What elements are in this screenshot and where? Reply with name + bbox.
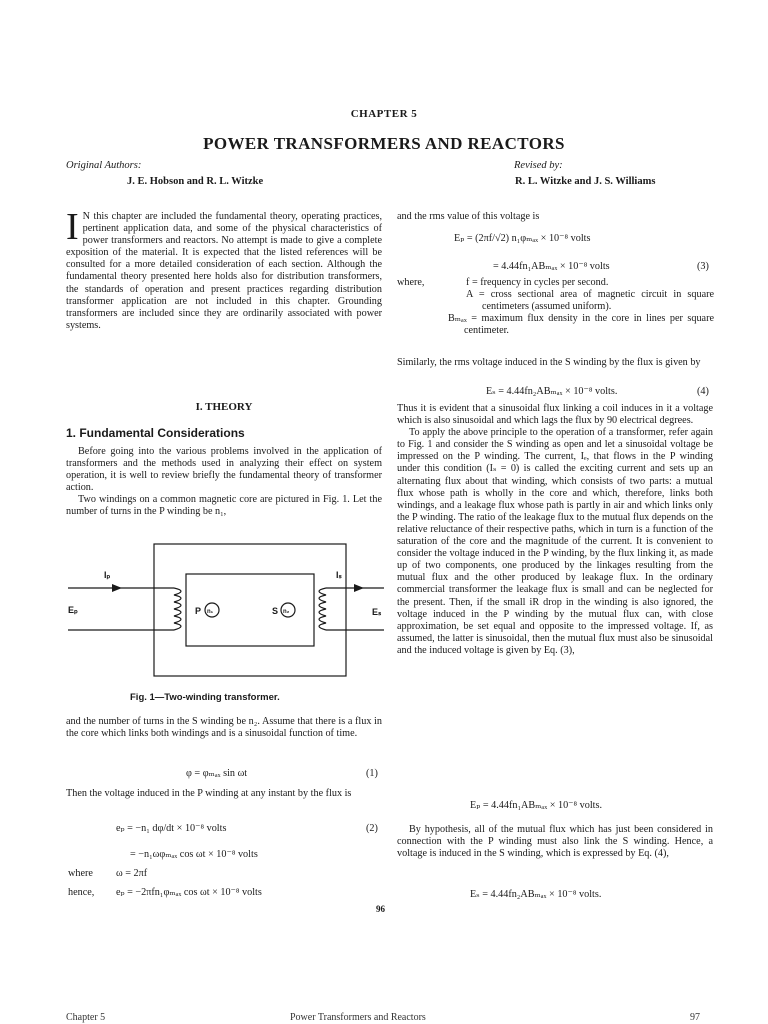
right-similarly	[397, 357, 713, 369]
label-ep: Eₚ	[68, 605, 78, 615]
where-label: where	[68, 868, 93, 879]
def-a: A = cross sectional area of magnetic circuit in square centimeters (assumed uniform).	[466, 289, 714, 313]
transformer-figure	[62, 538, 392, 680]
revised-authors: R. L. Witzke and J. S. Williams	[515, 176, 656, 187]
def-f: f = frequency in cycles per second.	[466, 277, 609, 288]
equation-6: Eₛ = 4.44fn₂ABₘₐₓ × 10⁻⁸ volts.	[470, 889, 602, 900]
equation-3a: Eₚ = (2πf/√2) n₁φₘₐₓ × 10⁻⁸ volts	[454, 233, 591, 244]
paragraph: Similarly, the rms voltage induced in the S winding by the flux is given by	[397, 357, 701, 368]
left-then-paragraph	[66, 788, 382, 800]
defs-where-label: where,	[397, 277, 425, 288]
paragraph: and the rms value of this voltage is	[397, 211, 540, 222]
paragraph: Thus it is evident that a sinusoidal flux linking a coil induces in it a voltage which is also sinusoidal and which lags the flux by 90 electrical degrees.	[397, 403, 713, 427]
paragraph: To apply the above principle to the operation of a transformer, refer again to Fig. 1 and consider the S winding as open and let a sinusoidal voltage be impressed on the P winding. The current, Iₑ, that flows in the P winding under this condition (Iₛ = 0) is called the exciting current and sets up an alternating flux about that winding, which consists of two parts: a mutual flux whose path is wholly in the core and which, therefore, links both windings, and a leakage flux whose path is partly in air and which links only the P winding. The ratio of the leakage flux to the mutual flux depends on the relative reluctance of their respective paths, which in turn is a function of the saturation of the core and the magnitude of the current. It is convenient to consider the voltage induced in the P winding, by the flux linking it, as made up of two components, one produced by the linkages resulting from the mutual flux and the other produced by leakage flux. In the ordinary commercial transformer the leakage flux is small and can be neglected for the present. Then, if the small iR drop in the winding is also ignored, the voltage induced in the P winding by the mutual flux can, with close approximation, be set equal and opposite to the impressed voltage. If, as assumed, the latter is sinusoidal, then the mutual flux must also be sinusoidal and the induced voltage is given by Eq. (3),	[397, 427, 713, 656]
equation-2b: = −n₁ωφₘₐₓ cos ωt × 10⁻⁸ volts	[130, 849, 258, 860]
intro-text: N this chapter are included the fundamental theory, operating practices, pertinent application data, and some of the physical characteristics of power transformers and reactors. No attempt is made to give a complete exposition of the material. It is expected that the listed references will be consulted for a more detailed consideration of each section. Although the fundamental theory presented here holds also for distribution transformers, the standards of operation and present practices regarding distribution transformer application are not included in this chapter. Grounding transformers are included since they are ordinarily associated with power systems.	[66, 211, 382, 331]
equation-2-number: (2)	[366, 823, 378, 834]
left-body-after-fig	[66, 716, 382, 740]
equation-5: Eₚ = 4.44fn₁ABₘₐₓ × 10⁻⁸ volts.	[470, 800, 603, 811]
revised-label: Revised by:	[514, 160, 563, 171]
label-p: P	[195, 606, 202, 616]
core-outer	[154, 544, 346, 676]
page-title: POWER TRANSFORMERS AND REACTORS	[203, 134, 565, 153]
page-number: 96	[376, 904, 385, 914]
paragraph: By hypothesis, all of the mutual flux which has just been considered in connection with the P winding must also link the S winding. Hence, a voltage is induced in the S winding, which is expressed by Eq. (4),	[397, 824, 713, 860]
section-heading: I. THEORY	[195, 401, 253, 413]
hence-label: hence,	[68, 887, 95, 898]
chapter-label: CHAPTER 5	[350, 108, 418, 120]
figure-caption: Fig. 1—Two-winding transformer.	[130, 692, 280, 703]
paragraph: Then the voltage induced in the P winding at any instant by the flux is	[66, 788, 352, 799]
paragraph: Before going into the various problems involved in the application of transformers and the methods used in analyzing their effect on system operation, it is well to review briefly the fundamental theory of transformer action.	[66, 446, 382, 494]
original-authors-label: Original Authors:	[66, 160, 142, 171]
equation-hence: eₚ = −2πfn₁φₘₐₓ cos ωt × 10⁻⁸ volts	[116, 887, 262, 898]
footer-title: Power Transformers and Reactors	[290, 1012, 426, 1023]
equation-4-number: (4)	[697, 386, 709, 397]
subsection-heading: 1. Fundamental Considerations	[66, 426, 245, 440]
footer-page-number: 97	[690, 1012, 700, 1023]
label-es: Eₛ	[372, 607, 382, 617]
definition-list	[448, 277, 714, 337]
equation-3b: = 4.44fn₁ABₘₐₓ × 10⁻⁸ volts	[493, 261, 610, 272]
right-body	[397, 403, 713, 657]
label-n2: n₂	[283, 609, 290, 615]
equation-1-number: (1)	[366, 768, 378, 779]
equation-omega: ω = 2πf	[116, 868, 148, 879]
label-s: S	[272, 606, 279, 616]
equation-4: Eₛ = 4.44fn₂ABₘₐₓ × 10⁻⁸ volts.	[486, 386, 618, 397]
label-ip: Iₚ	[104, 570, 111, 580]
original-authors: J. E. Hobson and R. L. Witzke	[127, 176, 264, 187]
footer-chapter: Chapter 5	[66, 1012, 106, 1023]
paragraph: and the number of turns in the S winding be n₂. Assume that there is a flux in the core which links both windings and is a sinusoidal function of time.	[66, 716, 382, 740]
right-hypothesis	[397, 824, 713, 860]
equation-3-number: (3)	[697, 261, 709, 272]
paragraph: Two windings on a common magnetic core are pictured in Fig. 1. Let the number of turns in the P winding be n₁,	[66, 494, 382, 518]
label-is: Iₛ	[336, 570, 342, 580]
right-intro	[397, 211, 713, 223]
equation-2a: eₚ = −n₁ dφ/dt × 10⁻⁸ volts	[116, 823, 227, 834]
label-n1: n₁	[207, 609, 214, 615]
intro-paragraph	[66, 206, 382, 332]
equation-1: φ = φₘₐₓ sin ωt	[186, 768, 248, 779]
left-body	[66, 446, 382, 519]
dropcap: I	[66, 206, 79, 248]
def-b: Bₘₐₓ = maximum flux density in the core in lines per square centimeter.	[448, 313, 714, 337]
